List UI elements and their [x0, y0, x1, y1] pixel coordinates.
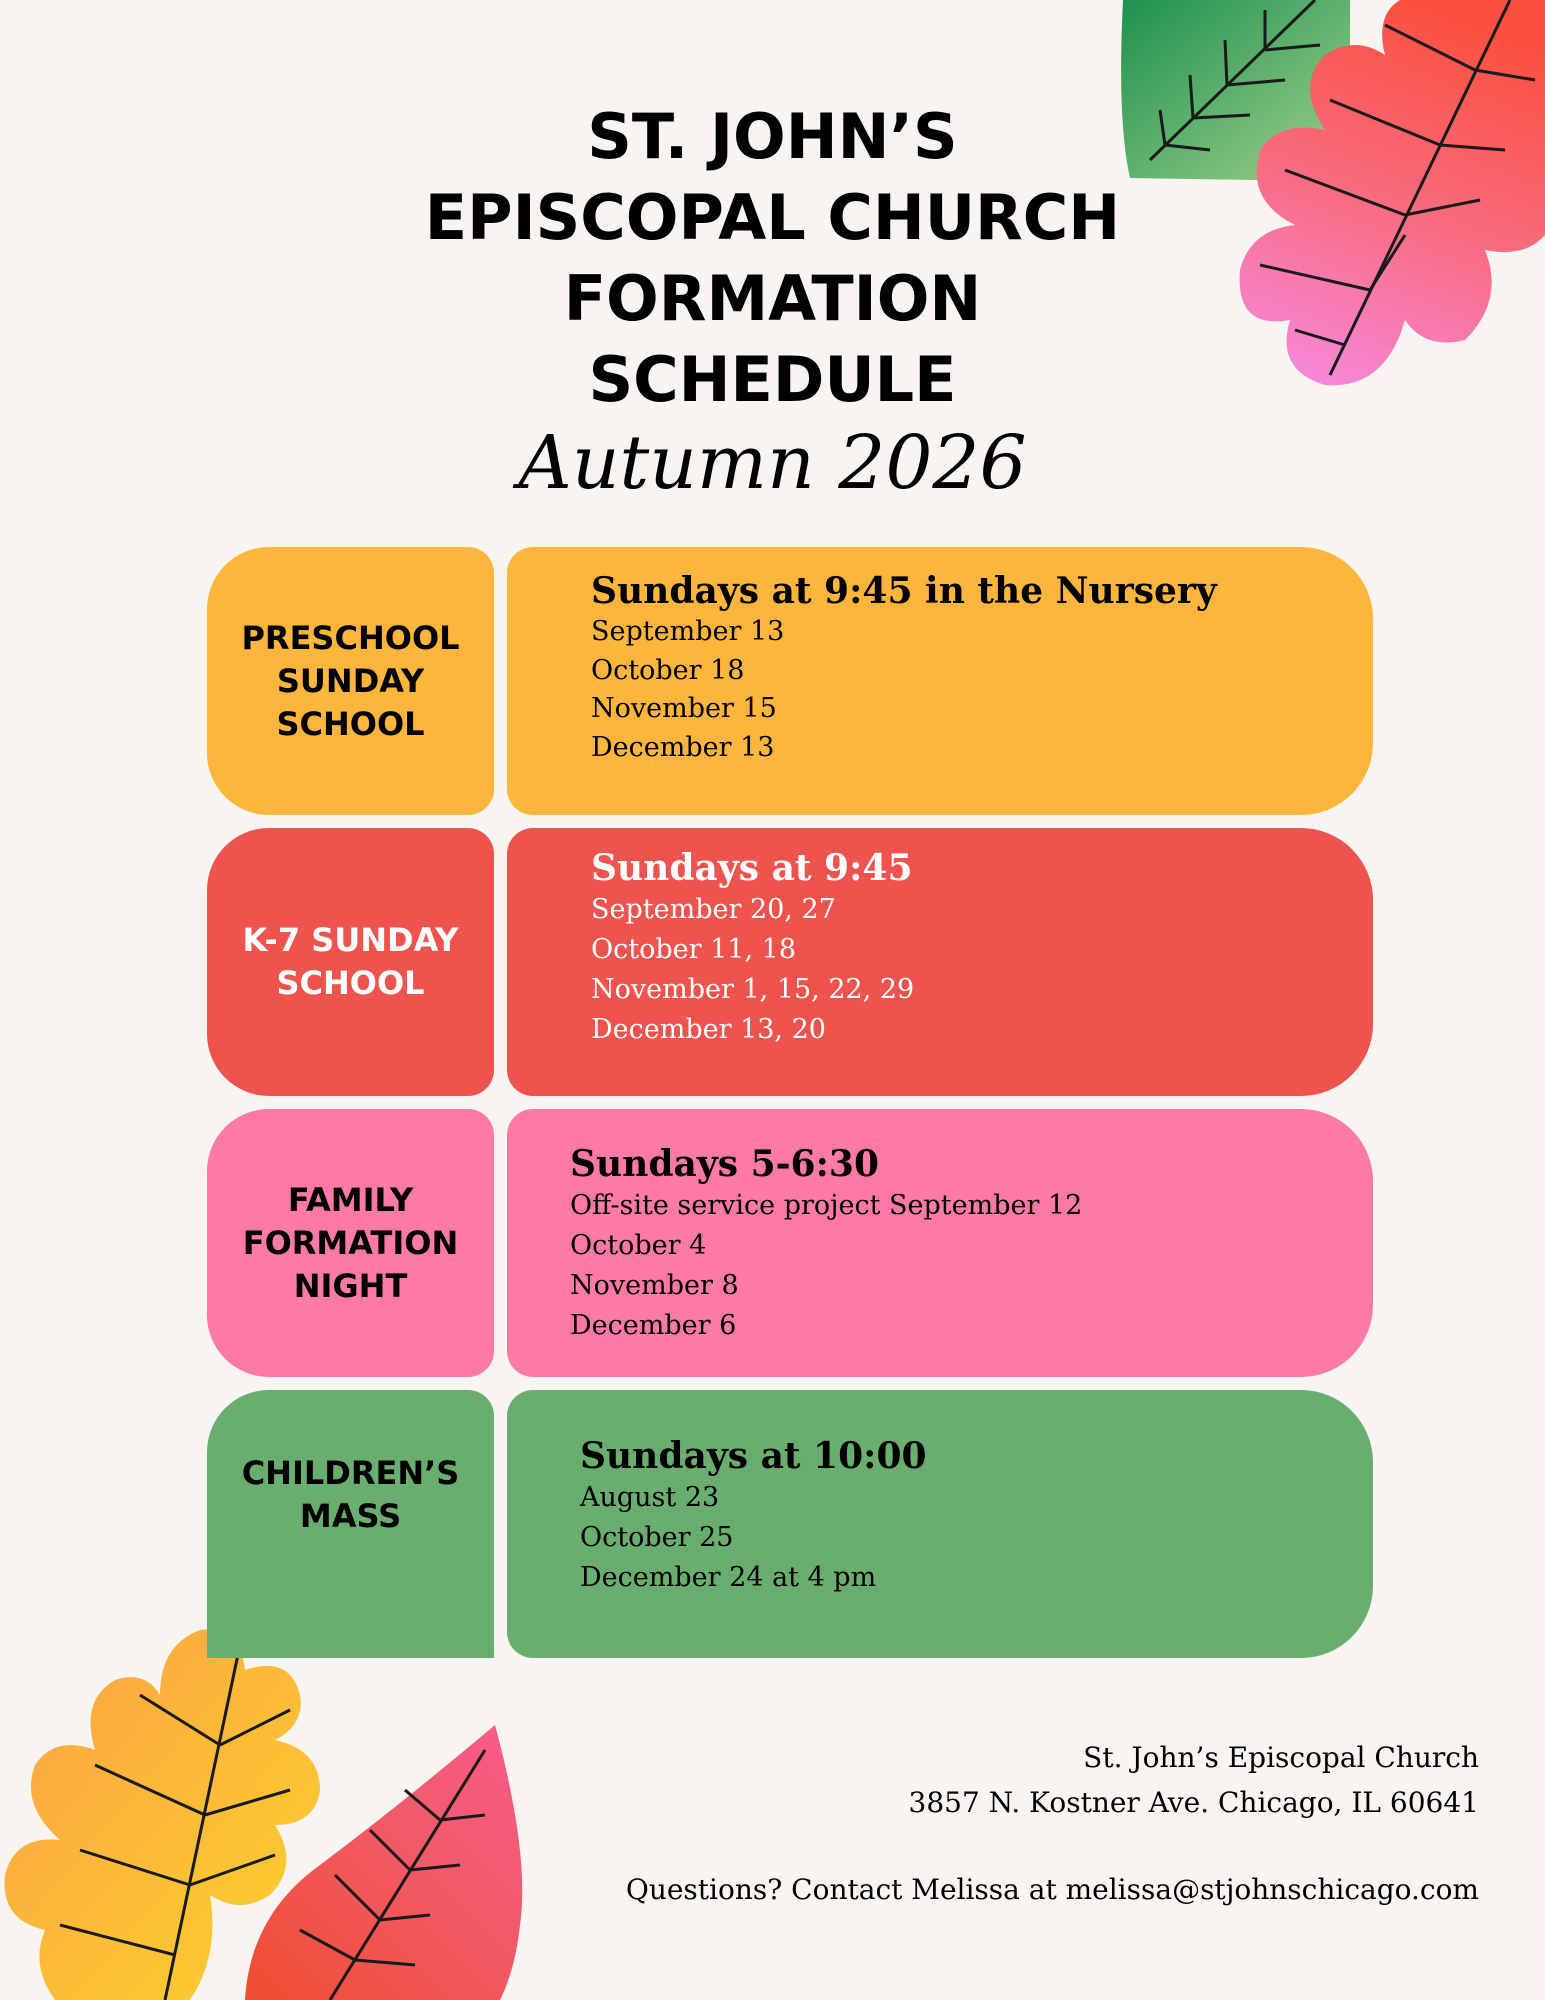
season-subtitle: Autumn 2026 — [518, 420, 1027, 506]
schedule-date: December 13 — [591, 731, 775, 763]
title-line: EPISCOPAL CHURCH — [424, 181, 1121, 254]
program-schedule-box — [507, 547, 1373, 815]
program-row-childrens-mass — [207, 1390, 1373, 1658]
program-label-box — [207, 547, 494, 815]
schedule-date: October 18 — [591, 654, 745, 686]
schedule-date: November 1, 15, 22, 29 — [591, 974, 915, 1005]
church-name: St. John’s Episcopal Church — [1083, 1741, 1479, 1774]
program-schedule-box — [507, 828, 1373, 1096]
schedule-date: September 13 — [591, 616, 785, 647]
footer — [626, 1735, 1479, 1912]
contact-line: Questions? Contact Melissa at melissa@stjohnschicago.com — [625, 1873, 1479, 1906]
schedule-heading: Sundays at 9:45 in the Nursery — [591, 570, 1217, 612]
program-label-box — [207, 828, 494, 1096]
schedule-date: December 13, 20 — [591, 1014, 826, 1045]
schedule-date: October 11, 18 — [591, 934, 796, 965]
program-label: K-7 SUNDAY SCHOOL — [242, 921, 459, 1002]
title-line: FORMATION — [563, 262, 982, 335]
program-label: FAMILY FORMATION NIGHT — [242, 1180, 459, 1305]
program-row-preschool — [207, 547, 1373, 815]
program-schedule-box — [507, 1109, 1373, 1377]
schedule-heading: Sundays at 9:45 — [591, 847, 913, 889]
schedule-date: August 23 — [580, 1482, 720, 1513]
schedule-date: September 20, 27 — [591, 894, 836, 925]
schedule-heading: Sundays 5-6:30 — [570, 1143, 879, 1185]
page-title — [0, 96, 1545, 420]
schedule-date: Off-site service project September 12 — [570, 1190, 1083, 1221]
title-line: ST. JOHN’S — [587, 100, 958, 173]
schedule-date: October 25 — [580, 1522, 734, 1553]
red-leaf-icon — [230, 1725, 530, 2000]
schedule-date: December 24 at 4 pm — [580, 1562, 877, 1593]
church-address: 3857 N. Kostner Ave. Chicago, IL 60641 — [908, 1786, 1479, 1819]
schedule-date: December 6 — [570, 1310, 737, 1341]
program-label-box — [207, 1109, 494, 1377]
program-row-family — [207, 1109, 1373, 1377]
schedule-date: October 4 — [570, 1230, 707, 1261]
title-line: SCHEDULE — [588, 343, 957, 416]
program-schedule-box — [507, 1390, 1373, 1658]
program-label: PRESCHOOL SUNDAY SCHOOL — [241, 618, 460, 743]
program-label-box — [207, 1390, 494, 1658]
schedule-heading: Sundays at 10:00 — [580, 1435, 927, 1477]
program-label: CHILDREN’S MASS — [241, 1454, 460, 1535]
schedule-date: November 15 — [591, 693, 777, 724]
program-row-k7 — [207, 828, 1373, 1096]
schedule-date: November 8 — [570, 1270, 739, 1301]
